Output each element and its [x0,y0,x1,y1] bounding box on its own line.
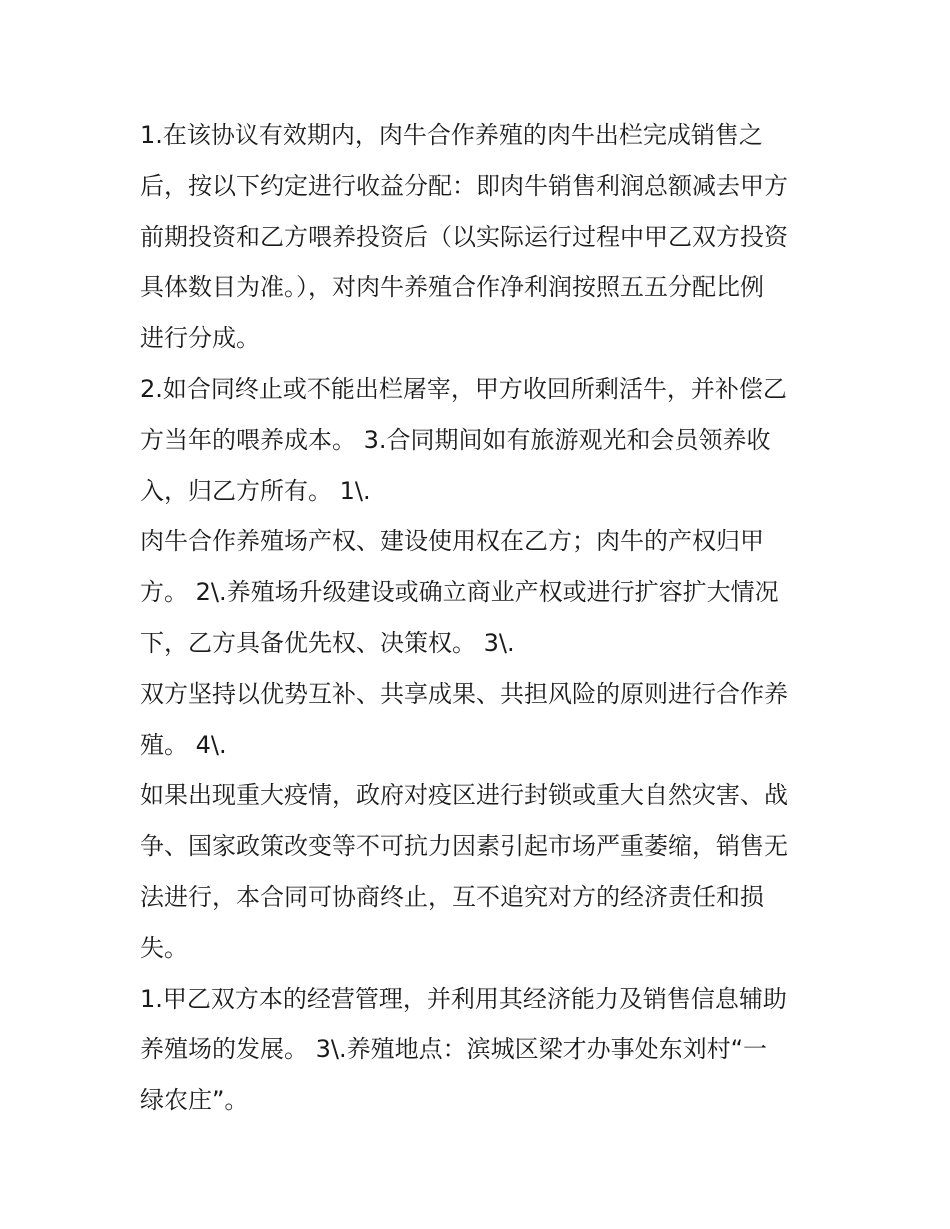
text-line: 前期投资和乙方喂养投资后（以实际运行过程中甲乙双方投资 [140,222,788,251]
text-line: 后，按以下约定进行收益分配：即肉牛销售利润总额减去甲方 [140,171,788,200]
text-line: 殖。 4\. [140,730,227,759]
text-line: 1.在该协议有效期内，肉牛合作养殖的肉牛出栏完成销售之 [140,121,763,149]
text-line: 方。 2\.养殖场升级建设或确立商业产权或进行扩容扩大情况 [140,578,779,607]
text-line: 失。 [140,933,188,962]
text-line: 争、国家政策改变等不可抗力因素引起市场严重萎缩，销售无 [140,832,788,861]
text-line: 具体数目为准。），对肉牛养殖合作净利润按照五五分配比例 [140,273,764,302]
text-line: 双方坚持以优势互补、共享成果、共担风险的原则进行合作养 [140,679,788,708]
text-line: 养殖场的发展。 3\.养殖地点：滨城区梁才办事处东刘村“一 [140,1035,768,1064]
text-line: 法进行，本合同可协商终止，互不追究对方的经济责任和损 [140,882,764,911]
text-line: 绿农庄”。 [140,1086,249,1115]
text-line: 下，乙方具备优先权、决策权。 3\. [140,628,515,657]
text-line: 肉牛合作养殖场产权、建设使用权在乙方；肉牛的产权归甲 [140,527,764,556]
text-line: 进行分成。 [140,324,260,353]
text-line: 如果出现重大疫情，政府对疫区进行封锁或重大自然灾害、战 [140,781,788,810]
text-line: 2.如合同终止或不能出栏屠宰，甲方收回所剩活牛，并补偿乙 [140,374,787,403]
text-line: 方当年的喂养成本。 3.合同期间如有旅游观光和会员领养收 [140,425,771,454]
document-body [140,110,820,1126]
text-line: 1.甲乙双方本的经营管理，并利用其经济能力及销售信息辅助 [140,984,787,1013]
text-line: 入，归乙方所有。 1\. [140,476,371,505]
